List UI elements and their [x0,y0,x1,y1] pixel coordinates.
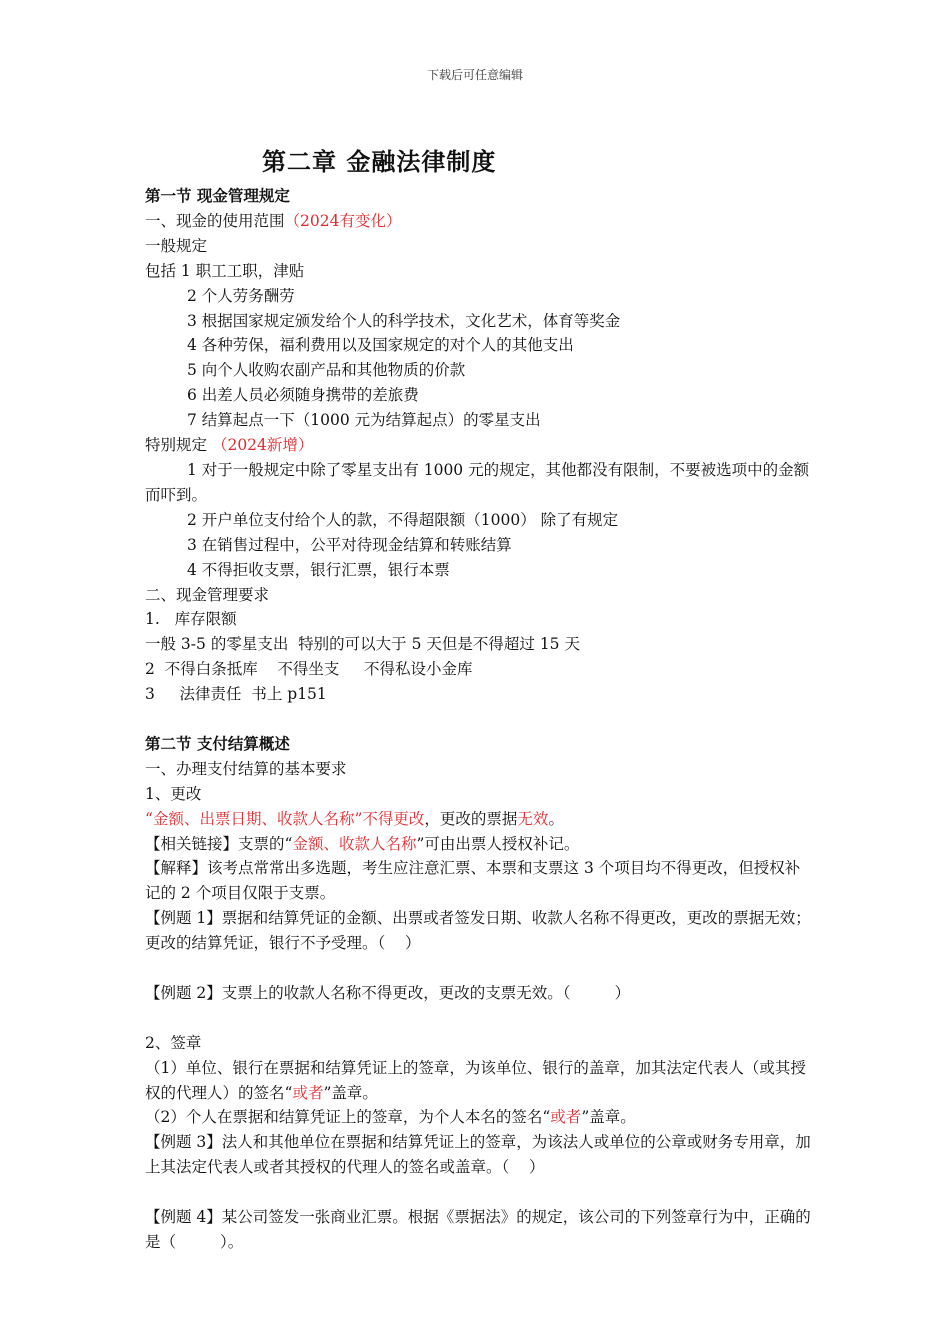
special-item-3: 3 在销售过程中，公平对待现金结算和转账结算 [187,535,512,554]
example-1: 【例题 1】票据和结算凭证的金额、出票或者签发日期、收款人名称不得更改，更改的票据无效；更改的结算凭证，银行不予受理。（ ） [145,909,811,953]
spacer [145,1006,815,1031]
new-note: （2024新增） [211,436,314,455]
s2-sub1: 一、办理支付结算的基本要求 [145,759,347,778]
page-header: 下载后可任意编辑 [426,68,523,82]
general-item-3: 3 根据国家规定颁发给个人的科学技术，文化艺术，体育等奖金 [187,311,621,330]
explanation: 【解释】该考点常常出多选题，考生应注意汇票、本票和支票这 3 个项目均不得更改，但授权补记的 2 个项目仅限于支票。 [145,859,801,903]
related-link: 【相关链接】支票的“金额、收款人名称”可由出票人授权补记。 [145,834,580,853]
seal-rule-1: （1）单位、银行在票据和结算凭证上的签章，为该单位、银行的盖章，加其法定代表人（或其授权的代理人）的签名“或者”盖章。 [145,1058,806,1102]
general-item-7: 7 结算起点一下（1000 元为结算起点）的零星支出 [187,411,541,430]
general-item-4: 4 各种劳保，福利费用以及国家规定的对个人的其他支出 [187,336,574,355]
req-3: 3 法律责任 书上 p151 [145,685,327,704]
general-rules-label: 一般规定 [145,236,208,255]
req-1: 1. 库存限额 [145,610,237,629]
point-1-change: 1、更改 [145,784,202,803]
s1-sub2: 二、现金管理要求 [145,585,270,604]
seal-rule-2: （2）个人在票据和结算凭证上的签章，为个人本名的签名“或者”盖章。 [145,1108,636,1127]
spacer [145,1180,815,1205]
chapter-title: 第二章 金融法律制度 [262,147,497,176]
spacer [145,707,815,732]
req-2: 2 不得白条抵库 不得坐支 不得私设小金库 [145,660,473,679]
general-item-6: 6 出差人员必须随身携带的差旅费 [187,386,419,405]
document-body [145,184,815,1255]
section-1-heading: 第一节 现金管理规定 [145,186,290,205]
change-rule: “金额、出票日期、收款人名称”不得更改，更改的票据无效。 [145,809,564,828]
example-3: 【例题 3】法人和其他单位在票据和结算凭证上的签章，为该法人或单位的公章或财务专用章，加上其法定代表人或者其授权的代理人的签名或盖章。（ ） [145,1133,811,1177]
general-item-2: 2 个人劳务酬劳 [187,286,295,305]
example-2: 【例题 2】支票上的收款人名称不得更改，更改的支票无效。（ ） [145,983,631,1002]
special-item-4: 4 不得拒收支票，银行汇票，银行本票 [187,560,450,579]
general-item-5: 5 向个人收购农副产品和其他物质的价款 [187,361,466,380]
s1-sub1: 一、现金的使用范围（2024有变化） [145,211,402,230]
special-item-1: 1 对于一般规定中除了零星支出有 1000 元的规定，其他都没有限制，不要被选项中的金额而吓到。 [145,460,810,504]
spacer [145,956,815,981]
req-1-detail: 一般 3-5 的零星支出 特别的可以大于 5 天但是不得超过 15 天 [145,635,580,654]
change-note: （2024有变化） [284,211,402,230]
general-item-1: 包括 1 职工工职，津贴 [145,261,305,280]
section-2-heading: 第二节 支付结算概述 [145,733,290,753]
special-rules-label: 特别规定 （2024新增） [145,436,314,455]
point-2-seal: 2、签章 [145,1033,202,1052]
example-4: 【例题 4】某公司签发一张商业汇票。根据《票据法》的规定，该公司的下列签章行为中，正确的是（ ）。 [145,1208,811,1251]
special-item-2: 2 开户单位支付给个人的款，不得超限额（1000） 除了有规定 [187,510,619,529]
